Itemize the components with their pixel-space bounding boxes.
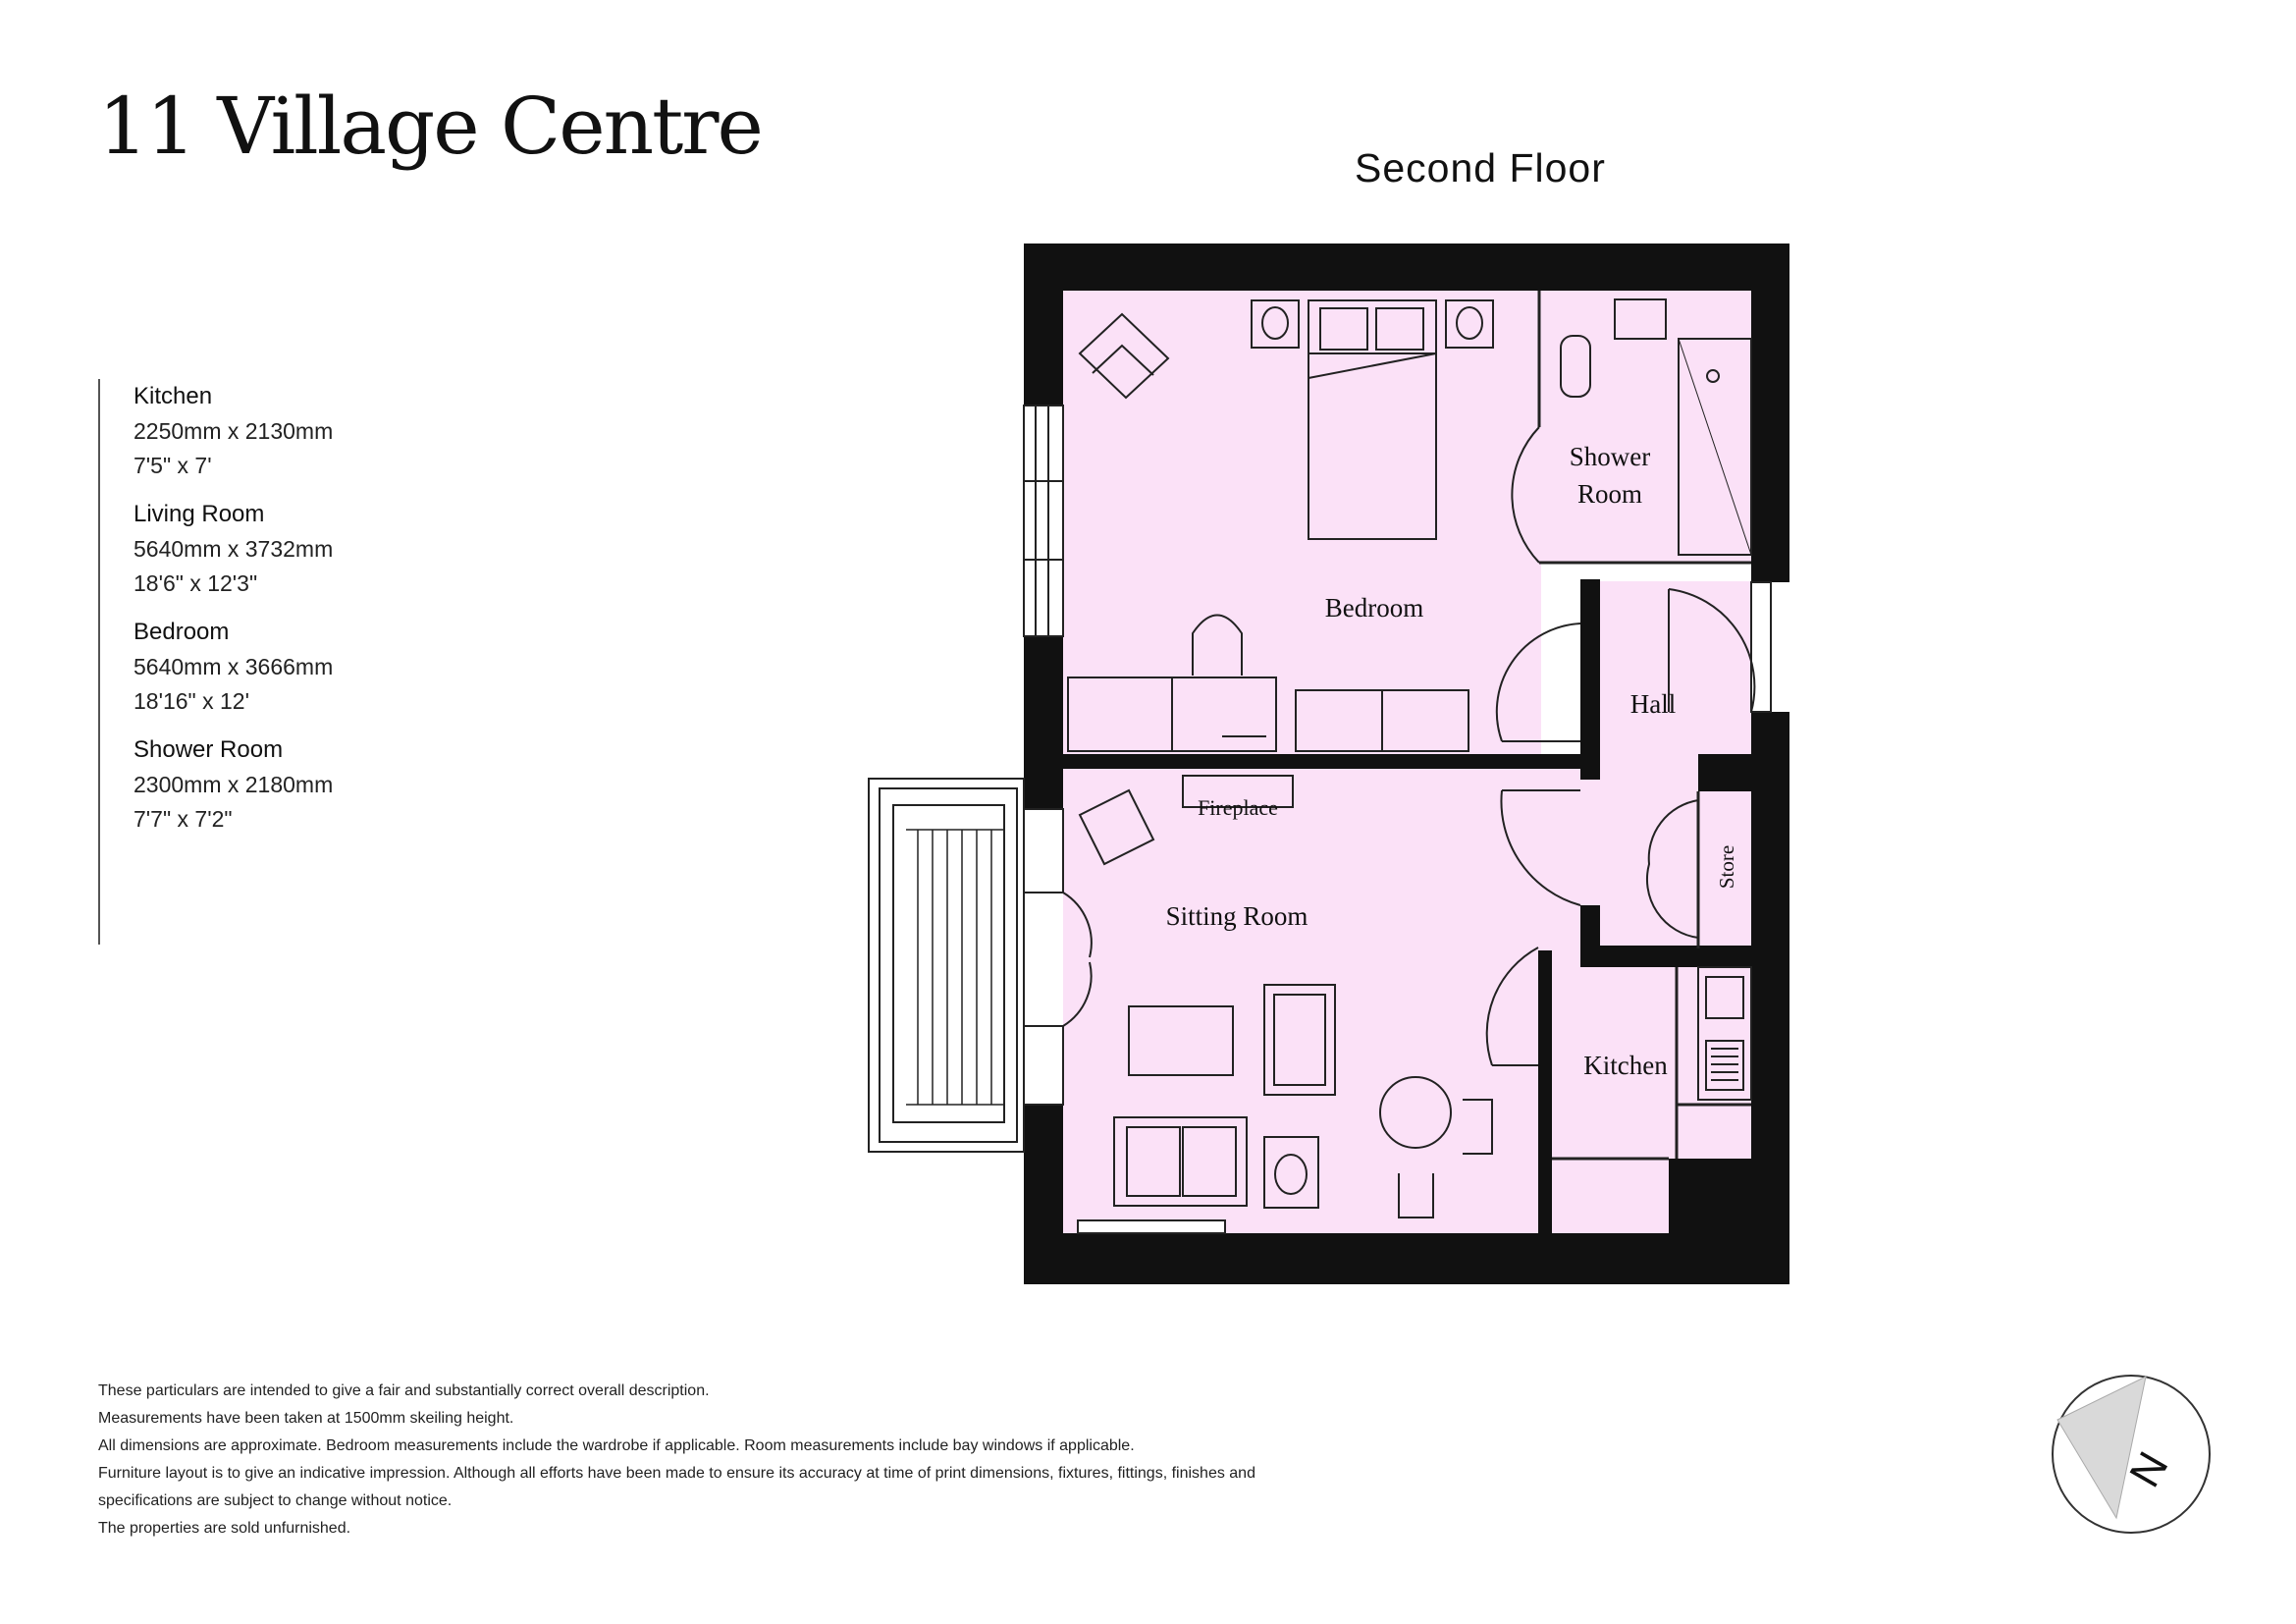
wall-left-upper: [1024, 244, 1063, 406]
sitting-room-window-upper: [1024, 809, 1063, 893]
compass-icon: [2048, 1371, 2215, 1538]
wall-kitchen-corner: [1669, 1159, 1751, 1235]
sitting-room-window-lower: [1024, 1026, 1063, 1105]
disclaimer-line: These particulars are intended to give a fair and substantially correct overall description.: [98, 1382, 710, 1399]
page-title: 11 Village Centre: [98, 81, 762, 172]
schedule-room-imperial: 7'5" x 7': [133, 453, 212, 478]
schedule-room-imperial: 7'7" x 7'2": [133, 806, 233, 832]
wall-bedroom-sitting: [1063, 754, 1587, 769]
disclaimer: [98, 1378, 1571, 1543]
label-sitting-room: Sitting Room: [1165, 901, 1308, 931]
schedule-room-name: Kitchen: [133, 383, 213, 409]
schedule-room-metric: 2250mm x 2130mm: [133, 418, 334, 444]
shower-room-fill: [1541, 291, 1751, 563]
schedule-room-metric: 2300mm x 2180mm: [133, 772, 334, 797]
wall-store-north: [1698, 754, 1751, 791]
schedule-room-metric: 5640mm x 3666mm: [133, 654, 334, 679]
disclaimer-line: specifications are subject to change without notice.: [98, 1492, 453, 1509]
label-store: Store: [1715, 844, 1738, 890]
label-hall: Hall: [1629, 689, 1677, 719]
label-kitchen: Kitchen: [1583, 1051, 1668, 1080]
wall-hall-west-upper: [1580, 579, 1600, 780]
wall-kitchen-west: [1538, 950, 1552, 1235]
label-shower-room-1: Shower: [1569, 442, 1651, 471]
floor-label: Second Floor: [1355, 145, 1606, 190]
sitting-room-fill: [1063, 768, 1600, 1233]
label-fireplace: Fireplace: [1198, 795, 1278, 820]
bedroom-window: [1024, 406, 1063, 636]
schedule-room-metric: 5640mm x 3732mm: [133, 536, 334, 562]
disclaimer-line: Furniture layout is to give an indicative impression. Although all efforts have been made to ensure its accuracy at time of print dimensions, fixtures, fittings, finishes and: [98, 1465, 1255, 1482]
schedule-room-imperial: 18'16" x 12': [133, 688, 249, 714]
wall-top: [1024, 244, 1789, 291]
sitting-room-bottom-window: [1078, 1220, 1225, 1233]
schedule-room-imperial: 18'6" x 12'3": [133, 570, 258, 596]
wall-right-lower: [1751, 712, 1789, 1284]
schedule-room-name: Living Room: [133, 501, 265, 527]
disclaimer-line: The properties are sold unfurnished.: [98, 1520, 351, 1537]
disclaimer-line: Measurements have been taken at 1500mm skeiling height.: [98, 1410, 514, 1427]
schedule-room-name: Bedroom: [133, 619, 230, 645]
wall-bottom: [1024, 1233, 1789, 1284]
label-bedroom: Bedroom: [1324, 593, 1424, 623]
balcony: [869, 779, 1024, 1152]
disclaimer-line: All dimensions are approximate. Bedroom measurements include the wardrobe if applicable. Room measurements include bay windows if applicable.: [98, 1437, 1135, 1454]
label-shower-room-2: Room: [1576, 479, 1643, 509]
compass-north-label: N: [2120, 1443, 2178, 1495]
wall-right-upper: [1751, 244, 1789, 582]
wall-left-middle: [1024, 636, 1063, 809]
schedule-room-name: Shower Room: [133, 736, 284, 763]
wall-hall-south: [1580, 946, 1751, 967]
